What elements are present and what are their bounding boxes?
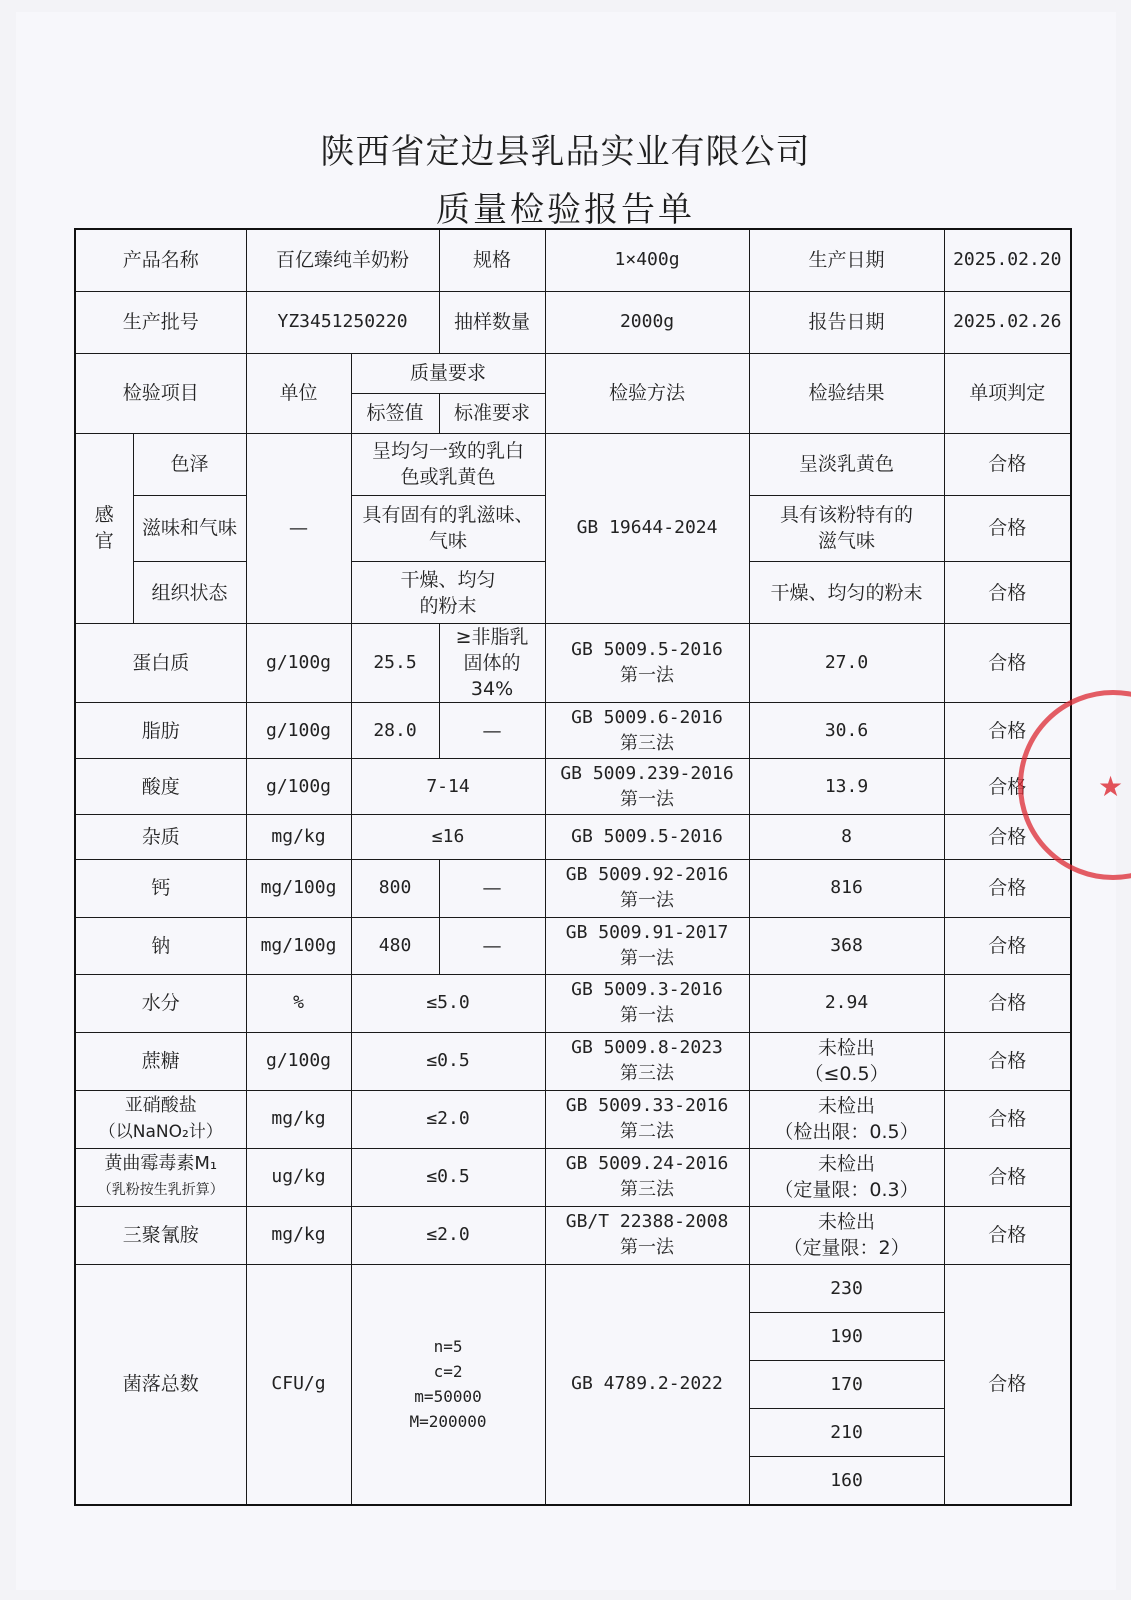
item-requirement: ≤5.0 [351,974,545,1032]
product-name-value: 百亿臻纯羊奶粉 [246,229,439,291]
item-standard: — [439,917,545,974]
header-unit: 单位 [246,353,351,433]
seal-star-icon: ★ [1098,770,1124,803]
item-method: GB 5009.5-2016 第一法 [545,624,749,703]
colony-method: GB 4789.2-2022 [545,1264,749,1505]
item-judgement: 合格 [944,1090,1071,1148]
item-result: 未检出 （≤0.5） [749,1032,944,1090]
item-unit: ug/kg [246,1148,351,1206]
item-name: 钠 [75,917,246,974]
item-name: 脂肪 [75,703,246,759]
item-name: 杂质 [75,815,246,860]
sensory-judgement: 合格 [944,562,1071,624]
header-result: 检验结果 [749,353,944,433]
item-unit: mg/kg [246,815,351,860]
item-result: 未检出 （定量限：0.3） [749,1148,944,1206]
colony-result: 210 [749,1409,944,1457]
batch-label: 生产批号 [75,291,246,353]
sensory-result: 具有该粉特有的 滋气味 [749,495,944,561]
item-name [75,1148,246,1206]
item-unit: g/100g [246,703,351,759]
item-judgement: 合格 [944,917,1071,974]
sensory-requirement: 具有固有的乳滋味、 气味 [351,495,545,561]
item-name-main: 亚硝酸盐 [124,1095,197,1117]
header-standard: 标准要求 [439,393,545,433]
item-result: 未检出 （定量限：2） [749,1206,944,1264]
header-judgement: 单项判定 [944,353,1071,433]
item-requirement: ≤0.5 [351,1148,545,1206]
item-unit: mg/kg [246,1090,351,1148]
item-unit: g/100g [246,759,351,815]
item-method: GB 5009.24-2016 第三法 [545,1148,749,1206]
item-unit: mg/kg [246,1206,351,1264]
colony-result: 170 [749,1361,944,1409]
header-item: 检验项目 [75,353,246,433]
sensory-requirement: 呈均匀一致的乳白 色或乳黄色 [351,433,545,495]
item-label-value: 800 [351,860,439,917]
header-label-value: 标签值 [351,393,439,433]
item-judgement: 合格 [944,1148,1071,1206]
item-unit: % [246,974,351,1032]
item-result: 13.9 [749,759,944,815]
report-date-label: 报告日期 [749,291,944,353]
item-judgement: 合格 [944,1032,1071,1090]
colony-result: 230 [749,1264,944,1312]
sensory-unit: — [246,433,351,623]
item-result: 27.0 [749,624,944,703]
item-judgement: 合格 [944,759,1071,815]
header-quality: 质量要求 [351,353,545,393]
colony-unit: CFU/g [246,1264,351,1505]
item-name [75,1090,246,1148]
sensory-result: 干燥、均匀的粉末 [749,562,944,624]
sensory-method: GB 19644-2024 [545,433,749,623]
item-name: 蔗糖 [75,1032,246,1090]
item-requirement: ≤16 [351,815,545,860]
production-date-value: 2025.02.20 [944,229,1071,291]
item-unit: mg/100g [246,917,351,974]
quality-report-table [74,228,1072,1506]
item-method: GB 5009.5-2016 [545,815,749,860]
item-result: 2.94 [749,974,944,1032]
item-method: GB 5009.8-2023 第三法 [545,1032,749,1090]
sensory-requirement: 干燥、均匀 的粉末 [351,562,545,624]
company-name: 陕西省定边县乳品实业有限公司 [320,132,811,172]
item-unit: mg/100g [246,860,351,917]
colony-item: 菌落总数 [75,1264,246,1505]
item-unit: g/100g [246,624,351,703]
item-judgement: 合格 [944,624,1071,703]
item-result: 30.6 [749,703,944,759]
colony-judgement: 合格 [944,1264,1071,1505]
sample-quantity-label: 抽样数量 [439,291,545,353]
production-date-label: 生产日期 [749,229,944,291]
colony-requirement: n=5 c=2 m=50000 M=200000 [351,1264,545,1505]
item-method: GB 5009.239-2016 第一法 [545,759,749,815]
item-judgement: 合格 [944,974,1071,1032]
item-judgement: 合格 [944,703,1071,759]
item-requirement: ≤2.0 [351,1090,545,1148]
item-method: GB 5009.92-2016 第一法 [545,860,749,917]
item-requirement: ≤2.0 [351,1206,545,1264]
sensory-judgement: 合格 [944,495,1071,561]
item-name-main: 黄曲霉毒素M₁ [104,1153,218,1175]
sensory-judgement: 合格 [944,433,1071,495]
item-unit: g/100g [246,1032,351,1090]
sample-quantity-value: 2000g [545,291,749,353]
item-standard: ≥非脂乳 固体的34% [439,624,545,703]
item-method: GB/T 22388-2008 第一法 [545,1206,749,1264]
item-name-sub: （以NaNO₂计） [98,1122,223,1143]
sensory-item: 色泽 [133,433,246,495]
item-method: GB 5009.33-2016 第二法 [545,1090,749,1148]
item-result: 816 [749,860,944,917]
colony-result: 190 [749,1313,944,1361]
spec-value: 1×400g [545,229,749,291]
item-name: 钙 [75,860,246,917]
item-requirement: 7-14 [351,759,545,815]
item-standard: — [439,703,545,759]
spec-label: 规格 [439,229,545,291]
batch-value: YZ3451250220 [246,291,439,353]
item-name: 三聚氰胺 [75,1206,246,1264]
report-date-value: 2025.02.26 [944,291,1071,353]
item-label-value: 25.5 [351,624,439,703]
item-requirement: ≤0.5 [351,1032,545,1090]
item-judgement: 合格 [944,1206,1071,1264]
report-title: 质量检验报告单 [436,190,695,230]
item-method: GB 5009.3-2016 第一法 [545,974,749,1032]
item-name: 酸度 [75,759,246,815]
item-standard: — [439,860,545,917]
colony-result: 160 [749,1457,944,1505]
item-name: 水分 [75,974,246,1032]
item-judgement: 合格 [944,815,1071,860]
product-name-label: 产品名称 [75,229,246,291]
item-result: 368 [749,917,944,974]
sensory-item: 滋味和气味 [133,495,246,561]
item-judgement: 合格 [944,860,1071,917]
item-method: GB 5009.91-2017 第一法 [545,917,749,974]
item-label-value: 480 [351,917,439,974]
sensory-group-label: 感 官 [75,433,133,623]
header-method: 检验方法 [545,353,749,433]
item-name-sub: （乳粉按生乳折算） [97,1182,224,1199]
sensory-result: 呈淡乳黄色 [749,433,944,495]
item-label-value: 28.0 [351,703,439,759]
item-result: 未检出 （检出限：0.5） [749,1090,944,1148]
item-method: GB 5009.6-2016 第三法 [545,703,749,759]
item-name: 蛋白质 [75,624,246,703]
sensory-item: 组织状态 [133,562,246,624]
item-result: 8 [749,815,944,860]
